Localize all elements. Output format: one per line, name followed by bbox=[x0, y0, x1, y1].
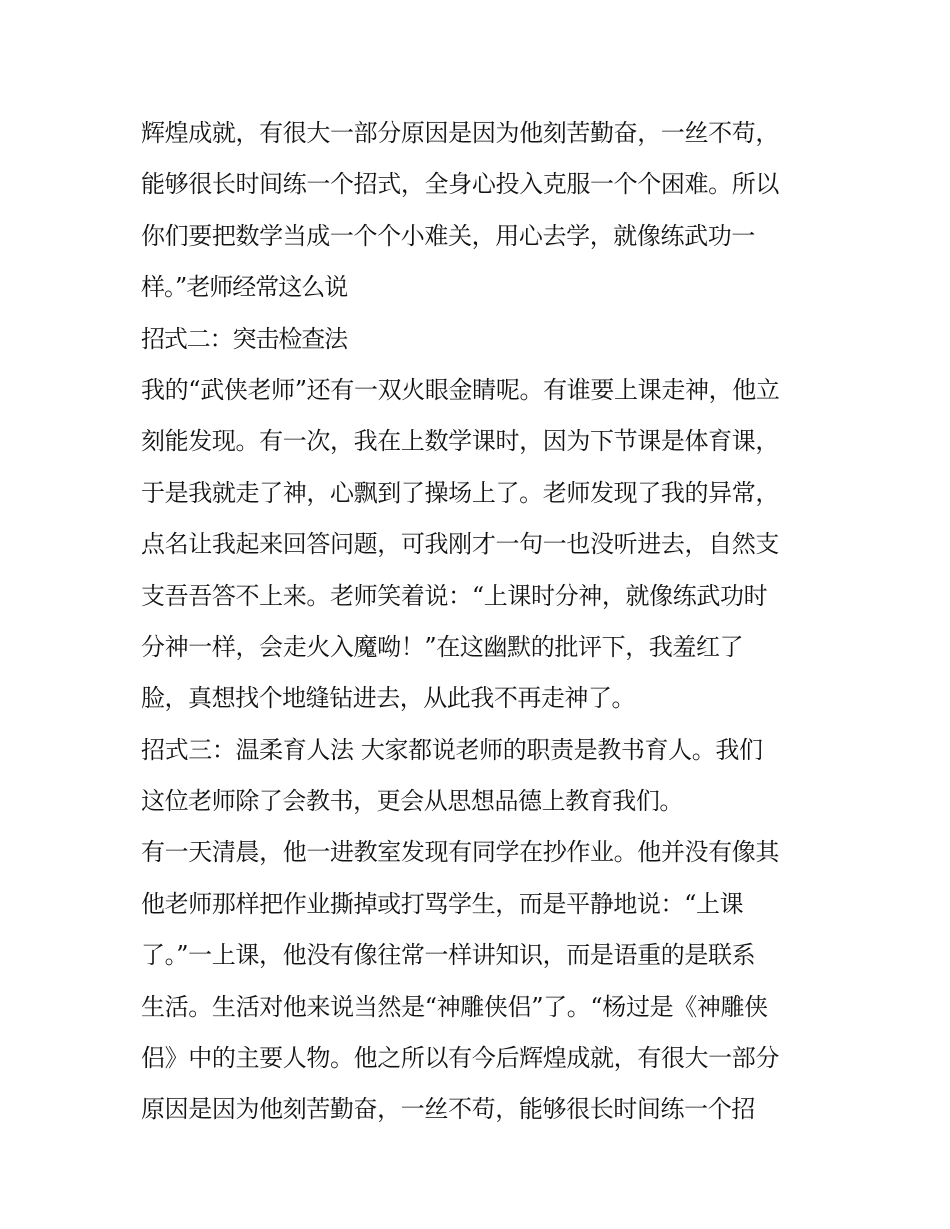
text-line: 辉煌成就，有很大一部分原因是因为他刻苦勤奋，一丝不苟， bbox=[141, 119, 779, 147]
text-line: 这位老师除了会教书，更会从思想品德上教育我们。 bbox=[141, 787, 683, 816]
text-line: 脸，真想找个地缝钻进去，从此我不再走神了。 bbox=[141, 684, 635, 713]
text-line: 于是我就走了神，心飘到了操场上了。老师发现了我的异常， bbox=[141, 478, 779, 507]
text-line: 刻能发现。有一次，我在上数学课时，因为下节课是体育课， bbox=[141, 427, 779, 456]
text-line: 能够很长时间练一个招式，全身心投入克服一个个困难。所以 bbox=[141, 170, 779, 199]
text-line: 样。”老师经常这么说 bbox=[141, 273, 348, 302]
text-line: 生活。生活对他来说当然是“神雕侠侣”了。“杨过是《神雕侠 bbox=[141, 992, 768, 1021]
text-line: 点名让我起来回答问题，可我刚才一句一也没听进去，自然支 bbox=[141, 530, 779, 559]
text-line: 侣》中的主要人物。他之所以有今后辉煌成就，有很大一部分 bbox=[141, 1044, 779, 1073]
body-text bbox=[141, 108, 821, 1136]
text-line: 他老师那样把作业撕掉或打骂学生，而是平静地说：“上课 bbox=[141, 889, 744, 918]
text-line: 有一天清晨，他一进教室发现有同学在抄作业。他并没有像其 bbox=[141, 838, 779, 867]
text-line: 支吾吾答不上来。老师笑着说：“上课时分神，就像练武功时 bbox=[141, 581, 768, 610]
section-heading: 招式三：温柔育人法 大家都说老师的职责是教书育人。我们 bbox=[141, 735, 763, 764]
text-line: 原因是因为他刻苦勤奋，一丝不苟，能够很长时间练一个招 bbox=[141, 1095, 755, 1124]
text-line: 我的“武侠老师”还有一双火眼金睛呢。有谁要上课走神，他立 bbox=[141, 375, 780, 404]
section-heading: 招式二：突击检查法 bbox=[141, 324, 347, 353]
text-line: 分神一样，会走火入魔呦！”在这幽默的批评下，我羞红了 bbox=[141, 632, 744, 661]
text-line: 你们要把数学当成一个个小难关，用心去学，就像练武功一 bbox=[141, 221, 755, 250]
text-line: 了。”一上课，他没有像往常一样讲知识，而是语重的是联系 bbox=[141, 941, 756, 970]
